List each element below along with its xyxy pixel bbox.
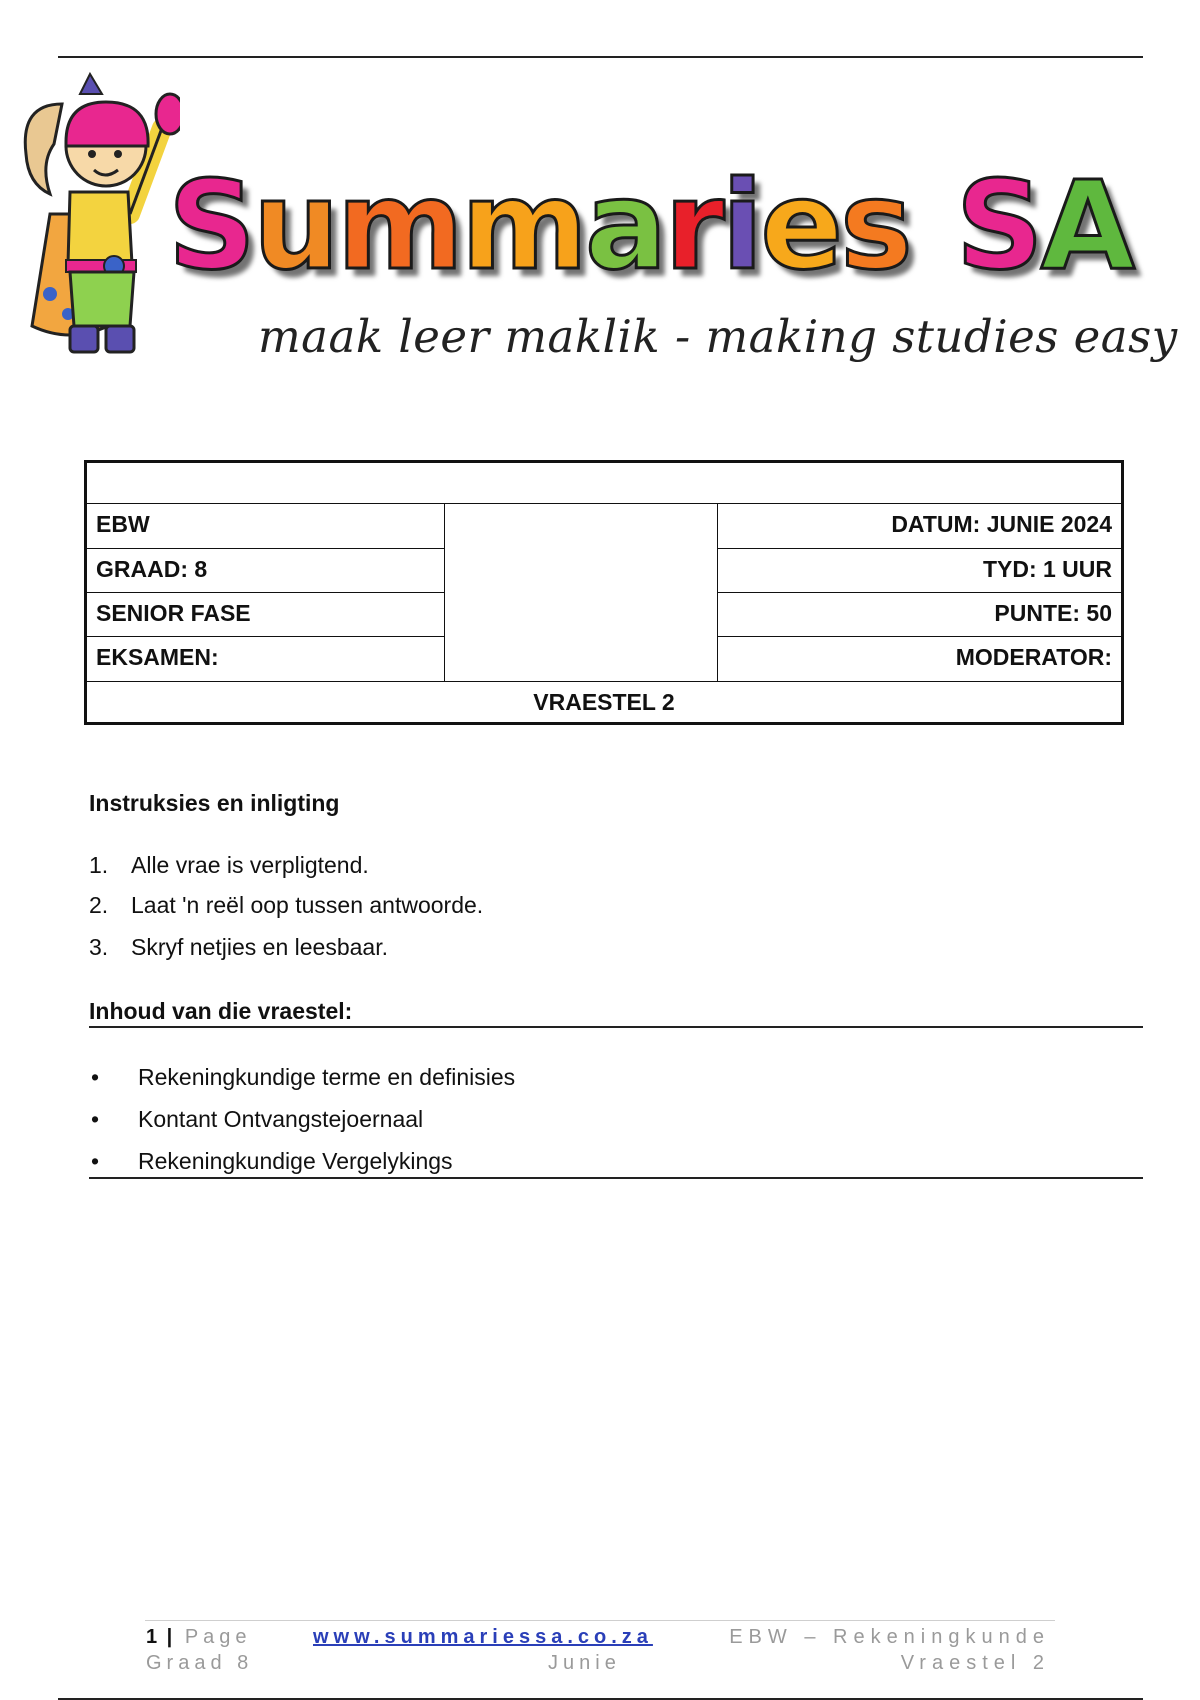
- marks-cell: PUNTE: 50: [717, 593, 1121, 637]
- footer-website-link[interactable]: www.summariessa.co.za: [313, 1626, 653, 1648]
- bullet-icon: •: [91, 1106, 100, 1132]
- item-number: 3.: [89, 934, 109, 960]
- footer-subject: EBW – Rekeningkunde: [729, 1626, 1050, 1648]
- brand-letter: S: [955, 155, 1041, 297]
- contents-top-rule: [89, 1026, 1143, 1028]
- bullet-icon: •: [91, 1148, 100, 1174]
- time-cell: TYD: 1 UUR: [717, 549, 1121, 593]
- paper-cell: VRAESTEL 2: [533, 689, 675, 715]
- brand-letter: a: [584, 155, 665, 297]
- center-blank-cell: [445, 504, 717, 682]
- brand-wordmark: [168, 146, 1198, 306]
- footer-month: Junie: [548, 1652, 621, 1674]
- item-text: Alle vrae is verpligtend.: [131, 852, 369, 878]
- contents-heading: Inhoud van die vraestel:: [89, 998, 353, 1024]
- header-top-bar: [87, 463, 1121, 504]
- footer-grade: Graad 8: [146, 1652, 254, 1674]
- item-text: Rekeningkundige terme en definisies: [138, 1064, 516, 1090]
- brand-letter: i: [721, 155, 761, 297]
- brand-letter: r: [664, 155, 722, 297]
- item-number: 1.: [89, 852, 109, 878]
- grade-cell: GRAAD: 8: [87, 549, 445, 593]
- exam-cell: EKSAMEN:: [87, 637, 445, 682]
- brand-letter: s: [840, 155, 910, 297]
- instructions-heading: Instruksies en inligting: [89, 790, 340, 816]
- list-item: [89, 1064, 515, 1091]
- moderator-cell: MODERATOR:: [717, 637, 1121, 682]
- page-footer: [0, 1618, 1200, 1678]
- subject-cell: EBW: [87, 504, 445, 549]
- mascot-illustration: [10, 64, 180, 354]
- list-item: [89, 892, 483, 919]
- brand-letter: e: [760, 155, 841, 297]
- item-text: Skryf netjies en leesbaar.: [131, 934, 388, 960]
- brand-letter: m: [460, 155, 585, 297]
- exam-header-table: [84, 460, 1124, 725]
- item-text: Kontant Ontvangstejoernaal: [138, 1106, 424, 1132]
- item-number: 2.: [89, 892, 109, 918]
- date-cell: DATUM: JUNIE 2024: [717, 504, 1121, 549]
- list-item: [89, 852, 369, 879]
- footer-paper: Vraestel 2: [900, 1652, 1050, 1674]
- contents-bottom-rule: [89, 1177, 1143, 1179]
- phase-cell: SENIOR FASE: [87, 593, 445, 637]
- list-item: [89, 1106, 423, 1133]
- list-item: [89, 1148, 453, 1175]
- footer-page-label: [146, 1626, 252, 1649]
- brand-tagline: maak leer maklik - making studies easy: [258, 310, 1178, 363]
- brand-letter: m: [336, 155, 461, 297]
- list-item: [89, 934, 388, 961]
- page-word: Page: [184, 1626, 252, 1648]
- logo: [0, 58, 1200, 363]
- brand-letter: u: [252, 155, 337, 297]
- item-text: Laat 'n reël oop tussen antwoorde.: [131, 892, 484, 918]
- item-text: Rekeningkundige Vergelykings: [138, 1148, 453, 1174]
- bullet-icon: •: [91, 1064, 100, 1090]
- page-number: 1 |: [146, 1626, 175, 1648]
- brand-letter: A: [1040, 155, 1132, 297]
- brand-letter: S: [168, 155, 253, 297]
